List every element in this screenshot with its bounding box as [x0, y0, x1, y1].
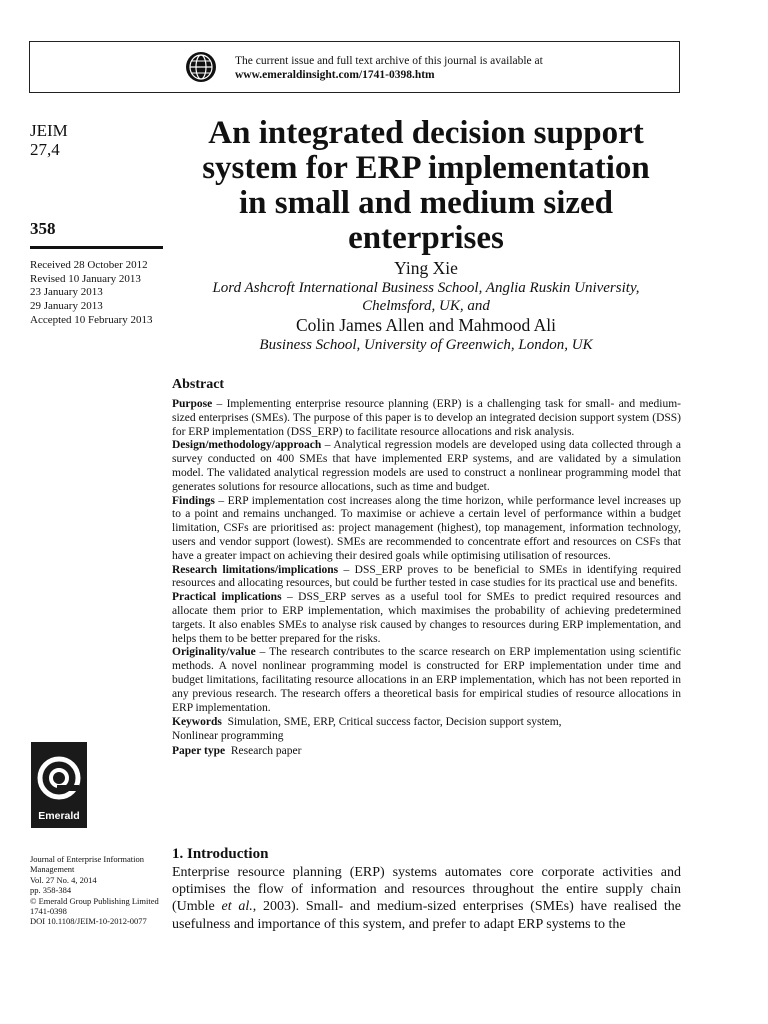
- abstract-text: – DSS_ERP serves as a useful tool for SMEs to predict required resources and allocate them prior to ERP implementation, which maximises the probability of achieving predetermined targets. It also enables SMEs to analyse risk caused by changes to resources during ERP implementation, and helps them to be better prepared for the risks.: [172, 591, 682, 645]
- paper-title: [170, 116, 682, 256]
- intro-text: Enterprise resource planning (ERP) systems automates core corporate activities and optimises the flow of information and resources throughout the entire supply chain (Umble: [172, 865, 681, 915]
- abstract-paragraph: [172, 564, 681, 592]
- availability-text: [235, 54, 543, 82]
- logo-text: Emerald: [38, 810, 80, 822]
- author-affiliation: Lord Ashcroft International Business School, Anglia Ruskin University,: [212, 280, 640, 296]
- paper-type-value: Research paper: [230, 744, 302, 757]
- author-affiliation: Chelmsford, UK, and: [362, 298, 490, 314]
- keywords-line: Simulation, SME, ERP, Critical success factor, Decision support system,: [227, 716, 562, 729]
- abstract-text: – DSS_ERP proves to be beneficial to SMEs in identifying required resources and allocating resources, but could be further tested in case studies for its practical use and benefits.: [172, 563, 682, 590]
- author-affiliation: Business School, University of Greenwich, London, UK: [259, 337, 593, 353]
- abstract-label: Findings: [172, 494, 215, 507]
- abstract-paragraph: [172, 591, 681, 646]
- author-block: [170, 258, 682, 354]
- author-name: Ying Xie: [394, 258, 458, 278]
- abstract-label: Design/methodology/approach: [172, 439, 322, 452]
- paper-type-label: Paper type: [172, 744, 226, 757]
- date-line: Received 28 October 2012: [30, 259, 148, 271]
- abstract-paragraph: [172, 646, 681, 715]
- abstract-text: – The research contributes to the scarce research on ERP implementation using scientific methods. A novel nonlinear programming model is constructed for ERP implementation under time and budget limitations, facilitating resource allocations in an ERP implementation, which has not been reported in any previous research. The research offers a theoretical basis for empirical studies of resource allocations in ERP implementation.: [172, 646, 681, 714]
- volume-issue: 27,4: [30, 140, 60, 159]
- author-name: Colin James Allen and Mahmood Ali: [295, 315, 557, 335]
- section-heading: 1. Introduction: [172, 846, 269, 862]
- availability-line: The current issue and full text archive of this journal is available at: [235, 55, 543, 67]
- abstract-heading: Abstract: [172, 377, 225, 392]
- received-dates: [30, 259, 153, 328]
- abstract-text: – Implementing enterprise resource planning (ERP) is a challenging task for small- and medium-sized enterprises (SMEs). The purpose of this paper is to develop an integrated decision support system (DSS) for ERP implementation (DSS_ERP) to facilitate resource allocations and risk analysis.: [172, 398, 681, 438]
- globe-icon: [185, 51, 217, 83]
- abstract-label: Purpose: [172, 398, 213, 410]
- emerald-logo-icon: [31, 750, 87, 812]
- citation-line: pp. 358-384: [30, 885, 72, 896]
- date-line: 23 January 2013: [30, 286, 103, 299]
- abstract-label: Originality/value: [172, 646, 256, 659]
- keywords-label: Keywords: [172, 716, 222, 729]
- page-number: 358: [30, 219, 56, 238]
- journal-code: [30, 121, 68, 159]
- journal-url-link[interactable]: www.emeraldinsight.com/1741-0398.htm: [235, 69, 435, 81]
- abstract-label: Practical implications: [172, 591, 282, 604]
- abstract-label: Research limitations/implications: [172, 563, 339, 576]
- title-line: system for ERP implementation: [202, 150, 650, 186]
- citation-line: Management: [30, 864, 75, 875]
- date-line: Accepted 10 February 2013: [30, 313, 153, 326]
- abstract-text: – Analytical regression models are developed using data collected through a survey conducted on 400 SMEs that have implemented ERP systems, and are validated by a simulation model. The validated analytical regression models are used to construct a nonlinear programming model that generates solutions for resource allocations, such as time and budget.: [172, 439, 681, 493]
- keywords-line: Nonlinear programming: [172, 730, 284, 743]
- journal-abbrev: JEIM: [30, 121, 68, 140]
- abstract-paragraph: [172, 495, 681, 564]
- citation-line: © Emerald Group Publishing Limited: [30, 895, 159, 906]
- citation-line: DOI 10.1108/JEIM-10-2012-0077: [30, 916, 147, 927]
- title-line: in small and medium sized: [238, 185, 614, 221]
- date-line: 29 January 2013: [30, 300, 103, 313]
- abstract-paragraph: [172, 398, 681, 439]
- citation-line: 1741-0398: [30, 906, 67, 917]
- citation-line: Journal of Enterprise Information: [30, 854, 145, 864]
- margin-rule: [30, 246, 163, 249]
- citation-line: Vol. 27 No. 4, 2014: [30, 874, 97, 885]
- citation-block: [30, 854, 170, 927]
- keywords: [172, 716, 681, 744]
- date-line: Revised 10 January 2013: [30, 272, 141, 285]
- abstract-body: [172, 398, 681, 759]
- intro-text: , 2003). Small- and medium-sized enterprises (SMEs) have realised the usefulness and importance of this system, and prefer to adapt ERP systems to the: [172, 899, 682, 932]
- abstract-paragraph: [172, 439, 681, 494]
- intro-italic: et al.: [221, 899, 253, 915]
- paper-type: [172, 745, 681, 759]
- intro-paragraph: [172, 864, 681, 933]
- emerald-logo: [31, 742, 87, 828]
- title-line: enterprises: [348, 220, 504, 256]
- abstract-text: – ERP implementation cost increases along the time horizon, while performance level increases up to a point and remains unchanged. To maximise or achieve a certain level of performance within a budget limitation, CSFs are prioritised as: project management (highest), top management, information technology, users and vendor support (lowest). SMEs are recommended to concentrate effort and resources on CSFs that have a greater impact on achieving their desired goals while optimising utilisation of resources.: [172, 494, 681, 562]
- title-line: An integrated decision support: [208, 115, 644, 151]
